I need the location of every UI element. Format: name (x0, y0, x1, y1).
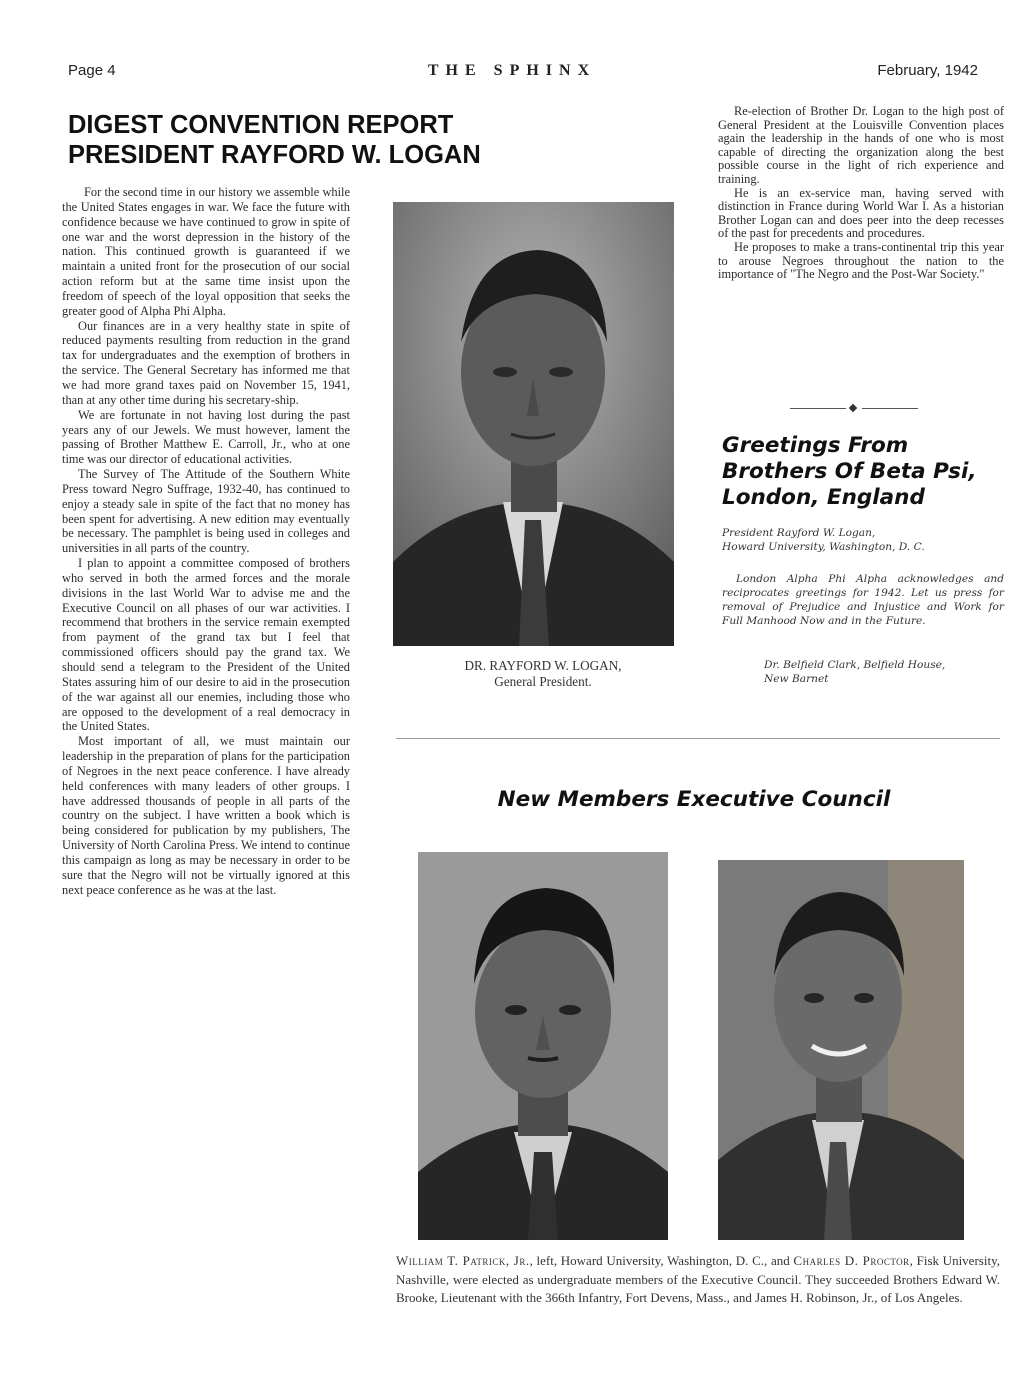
portrait-caption (393, 658, 693, 689)
greetings-heading-line: Brothers Of Beta Psi, (722, 459, 977, 484)
sidebar-text (718, 105, 1004, 282)
portrait-illustration (718, 860, 964, 1240)
caption-member-name: William T. Patrick, Jr. (396, 1253, 530, 1268)
headline-line-1: DIGEST CONVENTION REPORT (68, 111, 454, 139)
article-paragraph: For the second time in our history we assemble while the United States engages in war. We face the future with confidence because we have continued to grow in spite of one war and the worst depression in the history of the nation. This continued growth is guaranteed if we maintain a united front for the prosecution of our social action reform but at the same time insist upon the freedom of speech of the loyal opposition that seeks the greater good of Alpha Phi Alpha. (62, 185, 350, 318)
sidebar-paragraph: Re-election of Brother Dr. Logan to the high post of General President at the Louisville Convention places again the leadership in the hands of one who is most capable of directing the organization along the best possible course in the light of rich experience and training. (718, 104, 1004, 186)
greetings-addressee (722, 526, 1002, 554)
signature-line: New Barnet (764, 673, 829, 685)
portrait-illustration (393, 202, 674, 646)
council-heading: New Members Executive Council (497, 787, 891, 812)
article-paragraph: Our finances are in a very healthy state in spite of reduced payments resulting from reduction in the grand tax for undergraduates and the exemption of brothers in the service. The General Secretary has informed me that we had more grand taxes paid on November 15, 1941, than at any other time during his secretary-ship. (62, 318, 350, 407)
greetings-heading-line: London, England (722, 485, 925, 510)
article-paragraph: Most important of all, we must maintain our leadership in the preparation of plans for the participation of Negroes in the next peace conference. I have already held conferences with many leaders of other groups. I have addressed thousands of people in all parts of the country on the subject. I have written a book which is being considered for publication by my publishers, The University of North Carolina Press. We intend to continue this campaign as long as may be necessary in order to be sure that the Negro will not be virtually ignored at this next peace conference as he was at the last. (62, 734, 350, 897)
article-body (62, 185, 350, 898)
article-paragraph: The Survey of The Attitude of the Southern White Press toward Negro Suffrage, 1932-40, has continued to enjoy a steady sale in spite of the fact that no money has been spent for advertising. A new edition may eventually be necessary. The pamphlet is being used in colleges and universities in all parts of the country. (62, 467, 350, 556)
article-headline (68, 110, 538, 170)
portrait-photo-patrick (418, 852, 668, 1240)
addressee-name: President Rayford W. Logan, (722, 527, 876, 539)
sidebar-paragraph: He proposes to make a trans-continental trip this year to arouse Negroes throughout the nation to the importance of "The Negro and the Post-War Society." (718, 239, 1004, 282)
caption-name: DR. RAYFORD W. LOGAN, (464, 658, 622, 673)
signature-line: Dr. Belfield Clark, Belfield House, (764, 659, 946, 671)
section-ornament (790, 403, 920, 413)
caption-title: General President. (494, 673, 592, 689)
caption-text: , left, Howard University, Washington, D. C., and (529, 1253, 790, 1268)
greetings-message (722, 572, 1004, 628)
sidebar-paragraph: He is an ex-service man, having served with distinction in France during World War I. As a historian Brother Logan can and does peer into the deep recesses of the past for precedents and procedures. (718, 185, 1004, 241)
publication-title: THE SPHINX (427, 62, 597, 79)
greetings-heading-line: Greetings From (722, 433, 909, 458)
article-paragraph: We are fortunate in not having lost during the past years any of our Jewels. We must however, lament the passing of Brother Matthew E. Carroll, Jr., who at one time was our director of educational activities. (62, 407, 350, 467)
section-divider (396, 738, 1000, 739)
portrait-photo-logan (393, 202, 674, 646)
page-number: Page 4 (68, 62, 116, 79)
issue-date: February, 1942 (877, 62, 978, 79)
article-paragraph: I plan to appoint a committee composed of brothers who served in both the armed forces and the morale divisions in the last World War to advise me and the Executive Council on all phases of our war activities. I recommend that brothers in the service remain exempted from payment of the grand tax but I feel that commissioned officers should pay the grand tax. We should send a telegram to the President of the United States assuring him of our desire to aid in the prosecution of the war against all our enemies, including those who are opposed to the development of a real democracy in the United States. (62, 556, 350, 734)
council-caption (396, 1252, 1000, 1308)
greetings-heading (722, 433, 1012, 511)
caption-text: , Fisk University, Nashville, were elected as undergraduate members of the Executive Council. They succeeded Brothers Edward W. Brooke, Lieutenant with the 366th Infantry, Fort Devens, Mass., and James H. Robinson, Jr., of Los Angeles. (396, 1253, 1000, 1305)
greetings-signature (764, 658, 1009, 686)
addressee-address: Howard University, Washington, D. C. (722, 541, 925, 553)
headline-line-2: PRESIDENT RAYFORD W. LOGAN (68, 141, 481, 169)
caption-member-name: Charles D. Proctor (793, 1253, 910, 1268)
portrait-photo-proctor (718, 860, 964, 1240)
greetings-message-text: London Alpha Phi Alpha acknowledges and reciprocates greetings for 1942. Let us press for removal of Prejudice and Injustice and Work for Full Manhood Now and in the Future. (722, 573, 1004, 627)
portrait-illustration (418, 852, 668, 1240)
